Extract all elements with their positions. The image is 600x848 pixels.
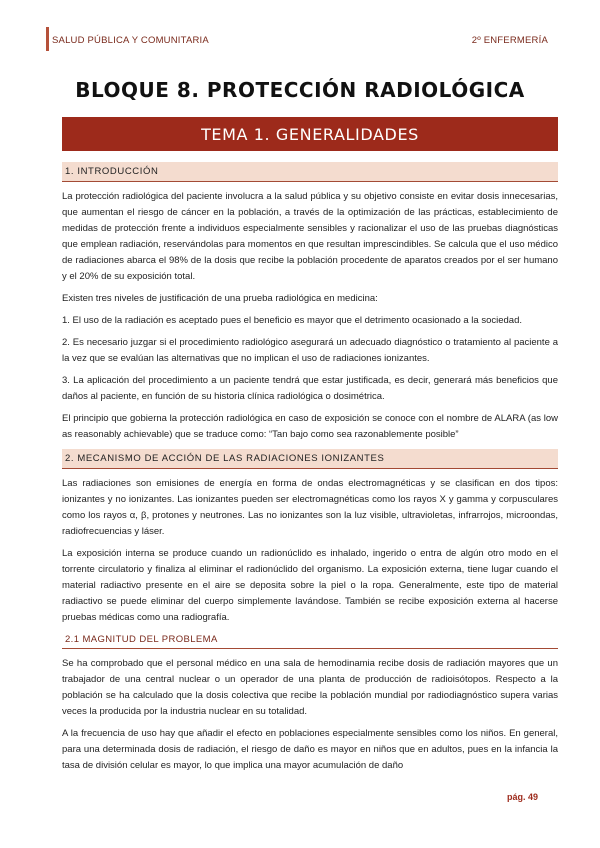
paragraph: El principio que gobierna la protección radiológica en caso de exposición se conoce con el nombre de ALARA (as low as reasonably achievable) que se traduce como: “Tan bajo como sea razonablemente posible”: [62, 413, 558, 440]
list-item: 2. Es necesario juzgar si el procedimiento radiológico asegurará un adecuado diagnóstico o tratamiento al paciente a la vez que se evalúan las alternativas que no implican el uso de radiaciones ionizantes.: [62, 337, 558, 364]
section-heading-introduccion: 1. INTRODUCCIÓN: [62, 162, 558, 182]
header-subject: SALUD PÚBLICA Y COMUNITARIA: [52, 34, 209, 46]
list-item: 1. El uso de la radiación es aceptado pues el beneficio es mayor que el detrimento ocasionado a la sociedad.: [62, 315, 522, 326]
list-item: 3. La aplicación del procedimiento a un paciente tendrá que estar justificada, es decir, generará más beneficios que daños al paciente, en función de su historia clínica radiológica o dosimétrica.: [62, 375, 558, 402]
paragraph: Se ha comprobado que el personal médico en una sala de hemodinamia recibe dosis de radiación mayores que un trabajador de una central nuclear o un operador de una planta de producción de radioisótopos. Respecto a la población se ha calculado que la dosis colectiva que recibe la población mundial por radiodiagnóstico supera varias veces la producida por la industria nuclear en su totalidad.: [62, 658, 558, 717]
paragraph: Existen tres niveles de justificación de una prueba radiológica en medicina:: [62, 293, 378, 304]
paragraph: A la frecuencia de uso hay que añadir el efecto en poblaciones especialmente sensibles como los niños. En general, para una determinada dosis de radiación, el riesgo de daño es mayor en niños que en adultos, pues en la infancia la tasa de división celular es mayor, lo que implica una mayor acumulación de daño: [62, 728, 558, 771]
header-course: 2º ENFERMERÍA: [471, 34, 548, 46]
topic-banner: [62, 117, 558, 151]
paragraph: La protección radiológica del paciente involucra a la salud pública y su objetivo consiste en evitar dosis innecesarias, que aumentan el riesgo de cáncer en la población, a través de la optimización de las prácticas, establecimiento de medidas de protección frente a individuos especialmente sensibles y racionalizar el uso de las pruebas diagnósticas que emplean radiación, reservándolas para momentos en que resultan imprescindibles. Se calcula que el uso médico de radiaciones abarca el 98% de la dosis que recibe la población procedente de aparatos creados por el ser humano y el 20% de su exposición total.: [62, 191, 558, 282]
main-content: [62, 162, 558, 780]
topic-title: TEMA 1. GENERALIDADES: [201, 124, 419, 144]
section-heading-mecanismo: 2. MECANISMO DE ACCIÓN DE LAS RADIACIONES IONIZANTES: [62, 449, 558, 469]
paragraph: La exposición interna se produce cuando un radionúclido es inhalado, ingerido o entra de algún otro modo en el torrente circulatorio y finaliza al eliminar el radionúclido del organismo. La exposición externa, tiene lugar cuando el material radiactivo presente en el aire se deposita sobre la piel o la ropa. Generalmente, este tipo de material radiactivo se puede eliminar del cuerpo simplemente lavándose. También se recibe exposición externa al hacerse pruebas médicas como una radiografía.: [62, 548, 558, 623]
page-number: pág. 49: [506, 792, 538, 802]
paragraph: Las radiaciones son emisiones de energía en forma de ondas electromagnéticas y se clasifican en dos tipos: ionizantes y no ionizantes. Las ionizantes pueden ser electromagnéticas como los rayos X y gamma y corpusculares como los rayos α, β, protones y neutrones. Las no ionizantes son la luz visible, ultravioletas, infrarrojos, microondas, radiofrecuencias y láser.: [62, 478, 558, 537]
block-title: BLOQUE 8. PROTECCIÓN RADIOLÓGICA: [75, 78, 525, 102]
page-header: [52, 30, 548, 50]
subsection-heading-magnitud: 2.1 MAGNITUD DEL PROBLEMA: [62, 632, 558, 649]
header-accent-bar: [46, 27, 49, 51]
